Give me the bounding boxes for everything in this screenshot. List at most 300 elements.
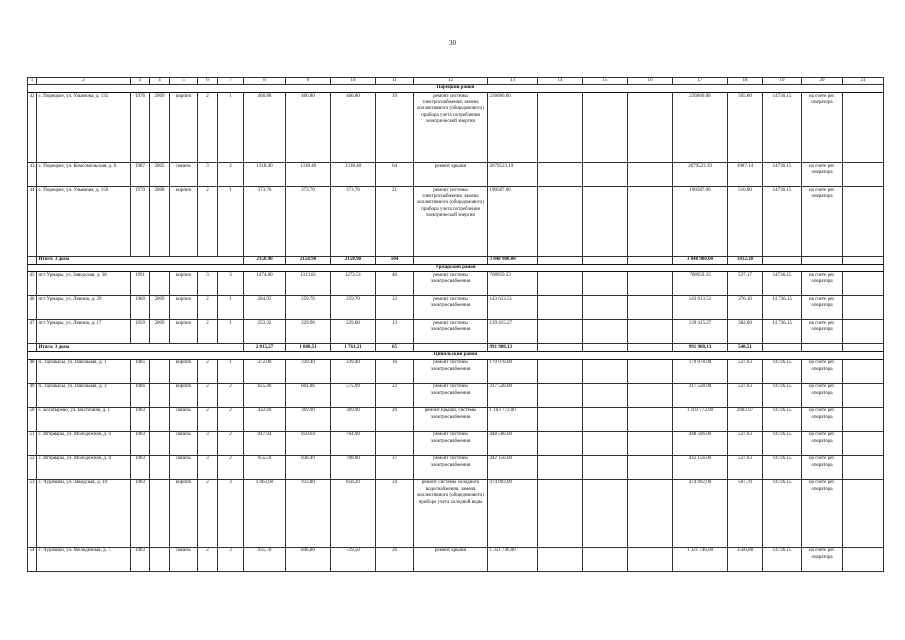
empty-cell [538, 407, 583, 431]
residents: 13 [376, 320, 414, 344]
wall-material: кирпич [170, 479, 198, 547]
column-number: 5 [170, 78, 198, 85]
year-built: 1983 [131, 547, 150, 571]
row-number: 43 [28, 162, 37, 186]
limit-cost: 14736.15 [763, 162, 802, 186]
empty-cell [843, 359, 884, 383]
residential-area: 846,80 [286, 547, 331, 571]
year-built: 1985 [131, 359, 150, 383]
fund-method: на счете рег. оператора [802, 186, 843, 256]
address: с. Игорвары, ул. Молодежная, д. 8 [37, 455, 131, 479]
year-last-repair: 2008 [150, 186, 170, 256]
column-number: 16 [628, 78, 673, 85]
residential-area: 466.80 [286, 92, 331, 162]
empty-cell [628, 383, 673, 407]
empty-cell [538, 256, 583, 264]
page-number: 30 [449, 39, 456, 47]
table-row [28, 320, 884, 344]
residents: 104 [376, 256, 414, 264]
total-cost: 448 506.00 [488, 431, 538, 455]
fund-method: на счете рег. оператора [802, 272, 843, 296]
specific-cost: 1412.38 [728, 256, 763, 264]
owned-area: 1272.51 [331, 272, 376, 296]
empty-cell [843, 320, 884, 344]
total-cost: 3 048 980.00 [488, 256, 538, 264]
district-title: Урмарский район [28, 264, 884, 271]
entrances: 1 [218, 92, 244, 162]
empty-cell [538, 162, 583, 186]
column-number: 17 [673, 78, 728, 85]
total-area: 2158.90 [244, 256, 286, 264]
empty-cell [843, 272, 884, 296]
year-built: 1983 [131, 431, 150, 455]
total-label: Итого: 3 дома [37, 344, 244, 352]
total-area: 373.70 [244, 186, 286, 256]
floors: 2 [198, 479, 218, 547]
table-row [28, 92, 884, 162]
total-cost: 190587.00 [488, 186, 538, 256]
total-cost: 2679523.19 [488, 162, 538, 186]
empty-cell [538, 431, 583, 455]
residential-area: 1318.40 [286, 162, 331, 186]
column-number: 15 [583, 78, 628, 85]
table-row [28, 186, 884, 256]
total-area: 2 015,27 [244, 344, 286, 352]
specific-cost: 1987.14 [728, 162, 763, 186]
total-area: 625.40 [244, 383, 286, 407]
floors: 3 [198, 162, 218, 186]
total-cost: 139 415.27 [488, 320, 538, 344]
residential-area: 229.96 [286, 320, 331, 344]
residents: 64 [376, 162, 414, 186]
fund-cost: 236066.00 [673, 92, 728, 162]
year-last-repair [150, 272, 170, 296]
total-area: 1 063,60 [244, 479, 286, 547]
empty-cell [628, 162, 673, 186]
empty-cell [538, 296, 583, 320]
empty-cell [843, 407, 884, 431]
residential-area: 339.40 [286, 359, 331, 383]
total-area: 1318.40 [244, 162, 286, 186]
address: с. Игорвары, ул. Молодежная, д. 6 [37, 431, 131, 455]
wall-material: кирпич [170, 320, 198, 344]
specific-cost: 382.60 [728, 320, 763, 344]
empty-cell [628, 344, 673, 352]
year-last-repair [150, 431, 170, 455]
residents: 37 [376, 455, 414, 479]
empty-cell [538, 186, 583, 256]
entrances: 2 [218, 431, 244, 455]
owned-area: 229.00 [331, 320, 376, 344]
residents: 16 [376, 359, 414, 383]
specific-cost: 505.00 [728, 92, 763, 162]
fund-method: на счете рег. оператора [802, 479, 843, 547]
row-number: 45 [28, 272, 37, 296]
empty-cell [628, 256, 673, 264]
year-built: 1983 [131, 407, 150, 431]
year-built: 1986 [131, 383, 150, 407]
year-last-repair [150, 547, 170, 571]
total-area: 947.94 [244, 431, 286, 455]
owned-area: 373.70 [331, 186, 376, 256]
fund-method: на счете рег. оператора [802, 162, 843, 186]
fund-cost: 317 528.00 [673, 383, 728, 407]
empty-cell [538, 547, 583, 571]
residential-area: 2158.90 [286, 256, 331, 264]
work-type: ремонт системы холодного водоснабжения, замена коллективного (общедомового) прибора учета холодной воды [414, 479, 488, 547]
owned-area: 729,50 [331, 547, 376, 571]
specific-cost: 537.17 [728, 272, 763, 296]
district-header-row [28, 352, 884, 359]
limit-cost: 14736.15 [763, 407, 802, 431]
empty-cell [538, 320, 583, 344]
specific-cost: 510.00 [728, 186, 763, 256]
residential-area: 838.49 [286, 455, 331, 479]
residents: 65 [376, 344, 414, 352]
wall-material: панель [170, 431, 198, 455]
empty-cell [628, 479, 673, 547]
fund-cost: 442 156.00 [673, 455, 728, 479]
row-number: 53 [28, 479, 37, 547]
empty-cell [583, 383, 628, 407]
work-type: ремонт системы электроснабжения [414, 431, 488, 455]
floors: 3 [198, 431, 218, 455]
residents [376, 431, 414, 455]
limit-cost: 14736.15 [763, 547, 802, 571]
table-row [28, 547, 884, 571]
empty-cell [28, 344, 37, 352]
total-area: 466.80 [244, 92, 286, 162]
fund-cost: 139 415.27 [673, 320, 728, 344]
column-number: 7 [218, 78, 244, 85]
residential-area: 933,80 [286, 479, 331, 547]
year-built: 1991 [131, 272, 150, 296]
empty-cell [628, 407, 673, 431]
floors: 3 [198, 455, 218, 479]
empty-cell [843, 256, 884, 264]
year-last-repair [150, 455, 170, 479]
work-type: ремонт системы электроснабжения, замена коллективного (общедомового) прибора учета потребления электрической энергии [414, 186, 488, 256]
entrances: 2 [218, 407, 244, 431]
total-cost: 179 078.00 [488, 359, 538, 383]
floors: 2 [198, 359, 218, 383]
total-area: 422.60 [244, 407, 286, 431]
work-type: ремонт системы электроснабжения [414, 455, 488, 479]
owned-area: 259.70 [331, 296, 376, 320]
column-number-row [28, 78, 884, 85]
column-number: 21 [843, 78, 884, 85]
limit-cost: 14736.15 [763, 272, 802, 296]
total-cost: 474 092,00 [488, 479, 538, 547]
year-last-repair [150, 479, 170, 547]
owned-area: 764.90 [331, 431, 376, 455]
empty-cell [583, 479, 628, 547]
residents: 34 [376, 479, 414, 547]
floors: 2 [198, 407, 218, 431]
total-cost: 442 156.00 [488, 455, 538, 479]
column-number: 14 [538, 78, 583, 85]
wall-material: кирпич [170, 92, 198, 162]
empty-cell [583, 320, 628, 344]
row-number: 44 [28, 186, 37, 256]
wall-material: кирпич [170, 359, 198, 383]
owned-area: 369.90 [331, 407, 376, 431]
specific-cost: 527.63 [728, 431, 763, 455]
floors: 2 [198, 320, 218, 344]
total-cost: 991 988,13 [488, 344, 538, 352]
work-type: ремонт крыши, системы электроснабжения [414, 407, 488, 431]
limit-cost: 14736.15 [763, 431, 802, 455]
fund-method: на счете рег. оператора [802, 359, 843, 383]
residential-area: 259.76 [286, 296, 331, 320]
entrances: 1 [218, 296, 244, 320]
owned-area: 2158.90 [331, 256, 376, 264]
specific-cost: 527.63 [728, 359, 763, 383]
column-number: 9 [286, 78, 331, 85]
empty-cell [628, 455, 673, 479]
table-row [28, 407, 884, 431]
floors: 3 [198, 272, 218, 296]
table-row [28, 479, 884, 547]
total-cost: 143 613.51 [488, 296, 538, 320]
entrances: 2 [218, 455, 244, 479]
wall-material: кирпич [170, 272, 198, 296]
wall-material: кирпич [170, 186, 198, 256]
residents: 20 [376, 407, 414, 431]
fund-method: на счете рег. оператора [802, 407, 843, 431]
residential-area: 601.86 [286, 383, 331, 407]
district-header-row [28, 85, 884, 92]
address: пгт Урмары, ул. Ленина, д. 17 [37, 320, 131, 344]
address: с. Чурачики, ул. Заводская, д. 10 [37, 479, 131, 547]
fund-cost: 708959.33 [673, 272, 728, 296]
address: с. Богатырево, ул. Восточная, д. 1 [37, 407, 131, 431]
entrances: 2 [218, 162, 244, 186]
empty-cell [583, 359, 628, 383]
empty-cell [843, 479, 884, 547]
residential-area: 373.70 [286, 186, 331, 256]
empty-cell [583, 186, 628, 256]
column-number: 11 [376, 78, 414, 85]
address: с. Порецкое, ул. Ульянова, д. 150 [37, 186, 131, 256]
column-number: 20 [802, 78, 843, 85]
total-area: 1474.00 [244, 272, 286, 296]
entrances: 3 [218, 272, 244, 296]
table-row [28, 272, 884, 296]
district-title: Цивильский район [28, 352, 884, 359]
total-area: 372.00 [244, 359, 286, 383]
empty-cell [628, 359, 673, 383]
empty-cell [583, 547, 628, 571]
empty-cell [583, 162, 628, 186]
empty-cell [843, 547, 884, 571]
fund-cost: 474 092,00 [673, 479, 728, 547]
address: пгт Урмары, ул. Заводская, д. 38 [37, 272, 131, 296]
row-number: 48 [28, 359, 37, 383]
fund-cost: 3 048 980.00 [673, 256, 728, 264]
column-number: 6 [198, 78, 218, 85]
empty-cell [628, 92, 673, 162]
district-title: Порецкий район [28, 85, 884, 92]
total-area: 284.95 [244, 296, 286, 320]
empty-cell [843, 455, 884, 479]
empty-cell [538, 479, 583, 547]
empty-cell [628, 296, 673, 320]
specific-cost: 1560,88 [728, 547, 763, 571]
owned-area: 858,20 [331, 479, 376, 547]
address: пгт Урмары, ул. Ленина, д. 29 [37, 296, 131, 320]
year-built: 1970 [131, 186, 150, 256]
residential-area: 1313.81 [286, 272, 331, 296]
year-built: 1960 [131, 296, 150, 320]
floors: 2 [198, 383, 218, 407]
owned-area: 466.80 [331, 92, 376, 162]
work-type: ремонт системы электроснабжения [414, 296, 488, 320]
empty-cell [628, 272, 673, 296]
wall-material: панель [170, 162, 198, 186]
owned-area: 1 761,21 [331, 344, 376, 352]
total-cost: 1 103 772.00 [488, 407, 538, 431]
total-label: Итого: 3 дома [37, 256, 244, 264]
empty-cell [628, 431, 673, 455]
year-built: 1976 [131, 92, 150, 162]
specific-cost: 2983.97 [728, 407, 763, 431]
wall-material: кирпич [170, 383, 198, 407]
fund-cost: 179 078.00 [673, 359, 728, 383]
table-row [28, 455, 884, 479]
empty-cell [538, 383, 583, 407]
table-row [28, 383, 884, 407]
repair-program-table [27, 77, 884, 572]
row-number: 51 [28, 431, 37, 455]
residential-area: 850.64 [286, 431, 331, 455]
entrances: 1 [218, 359, 244, 383]
total-cost: 317 528.00 [488, 383, 538, 407]
residential-area: 369.90 [286, 407, 331, 431]
column-number: 13 [488, 78, 538, 85]
column-number: 8 [244, 78, 286, 85]
limit-cost: 14736.15 [763, 383, 802, 407]
fund-cost: 143 613.51 [673, 296, 728, 320]
fund-cost: 190587.00 [673, 186, 728, 256]
empty-cell [583, 296, 628, 320]
row-number: 50 [28, 407, 37, 431]
residents: 12 [376, 296, 414, 320]
year-built: 1987 [131, 162, 150, 186]
work-type: ремонт крыши [414, 162, 488, 186]
work-type: ремонт системы электроснабжения [414, 359, 488, 383]
total-area: 935,70 [244, 547, 286, 571]
row-number: 42 [28, 92, 37, 162]
year-last-repair [150, 383, 170, 407]
empty-cell [763, 344, 802, 352]
fund-cost: 1 103 772.00 [673, 407, 728, 431]
empty-cell [843, 162, 884, 186]
entrances: 1 [218, 186, 244, 256]
owned-area: 708.00 [331, 455, 376, 479]
column-number: 1 [28, 78, 37, 85]
year-last-repair: 2009 [150, 92, 170, 162]
fund-cost: 448 506.00 [673, 431, 728, 455]
empty-cell [802, 344, 843, 352]
empty-cell [538, 344, 583, 352]
fund-cost: 1 321 746,00 [673, 547, 728, 571]
year-last-repair: 2005 [150, 162, 170, 186]
empty-cell [538, 455, 583, 479]
floors: 2 [198, 296, 218, 320]
owned-area: 575.99 [331, 383, 376, 407]
district-header-row [28, 264, 884, 271]
wall-material: панель [170, 407, 198, 431]
empty-cell [538, 92, 583, 162]
row-number: 54 [28, 547, 37, 571]
specific-cost: 527.63 [728, 455, 763, 479]
empty-cell [802, 256, 843, 264]
empty-cell [843, 186, 884, 256]
empty-cell [843, 296, 884, 320]
year-last-repair: 2009 [150, 320, 170, 344]
work-type: ремонт системы электроснабжения [414, 272, 488, 296]
empty-cell [628, 547, 673, 571]
residents: 21 [376, 186, 414, 256]
empty-cell [414, 256, 488, 264]
empty-cell [628, 186, 673, 256]
address: с. Порецкое, ул. Комсомольская, д. 6 [37, 162, 131, 186]
limit-cost: 14736.15 [763, 92, 802, 162]
table-row [28, 162, 884, 186]
year-last-repair [150, 407, 170, 431]
year-built: 1959 [131, 320, 150, 344]
owned-area: 339.40 [331, 359, 376, 383]
total-row [28, 344, 884, 352]
fund-method: на счете рег. оператора [802, 455, 843, 479]
specific-cost: 507.70 [728, 479, 763, 547]
address: с. Порецкое, ул. Ульянова, д. 135 [37, 92, 131, 162]
limit-cost: 14 736.15 [763, 296, 802, 320]
total-row [28, 256, 884, 264]
residents: 19 [376, 92, 414, 162]
empty-cell [583, 455, 628, 479]
limit-cost: 14736.15 [763, 359, 802, 383]
column-number: 4 [150, 78, 170, 85]
empty-cell [843, 92, 884, 162]
fund-cost: 991 988,13 [673, 344, 728, 352]
empty-cell [583, 256, 628, 264]
empty-cell [628, 320, 673, 344]
fund-method: на счете рег. оператора [802, 320, 843, 344]
address: п. Таушкасы, ул. Школьная, д. 3 [37, 383, 131, 407]
fund-cost: 2679523.19 [673, 162, 728, 186]
specific-cost: 548,51 [728, 344, 763, 352]
residents: 26 [376, 547, 414, 571]
row-number: 46 [28, 296, 37, 320]
limit-cost: 14 736.15 [763, 320, 802, 344]
total-area: 955.59 [244, 455, 286, 479]
empty-cell [843, 383, 884, 407]
fund-method: на счете рег. оператора [802, 296, 843, 320]
total-area: 253.32 [244, 320, 286, 344]
fund-method: на счете рег. оператора [802, 383, 843, 407]
wall-material: панель [170, 455, 198, 479]
limit-cost: 14736.15 [763, 186, 802, 256]
column-number: 19 [763, 78, 802, 85]
empty-cell [763, 256, 802, 264]
address: п. Таушкасы, ул. Школьная, д. 1 [37, 359, 131, 383]
entrances: 2 [218, 383, 244, 407]
fund-method: на счете рег. оператора [802, 92, 843, 162]
table-row [28, 296, 884, 320]
year-built: 1983 [131, 479, 150, 547]
